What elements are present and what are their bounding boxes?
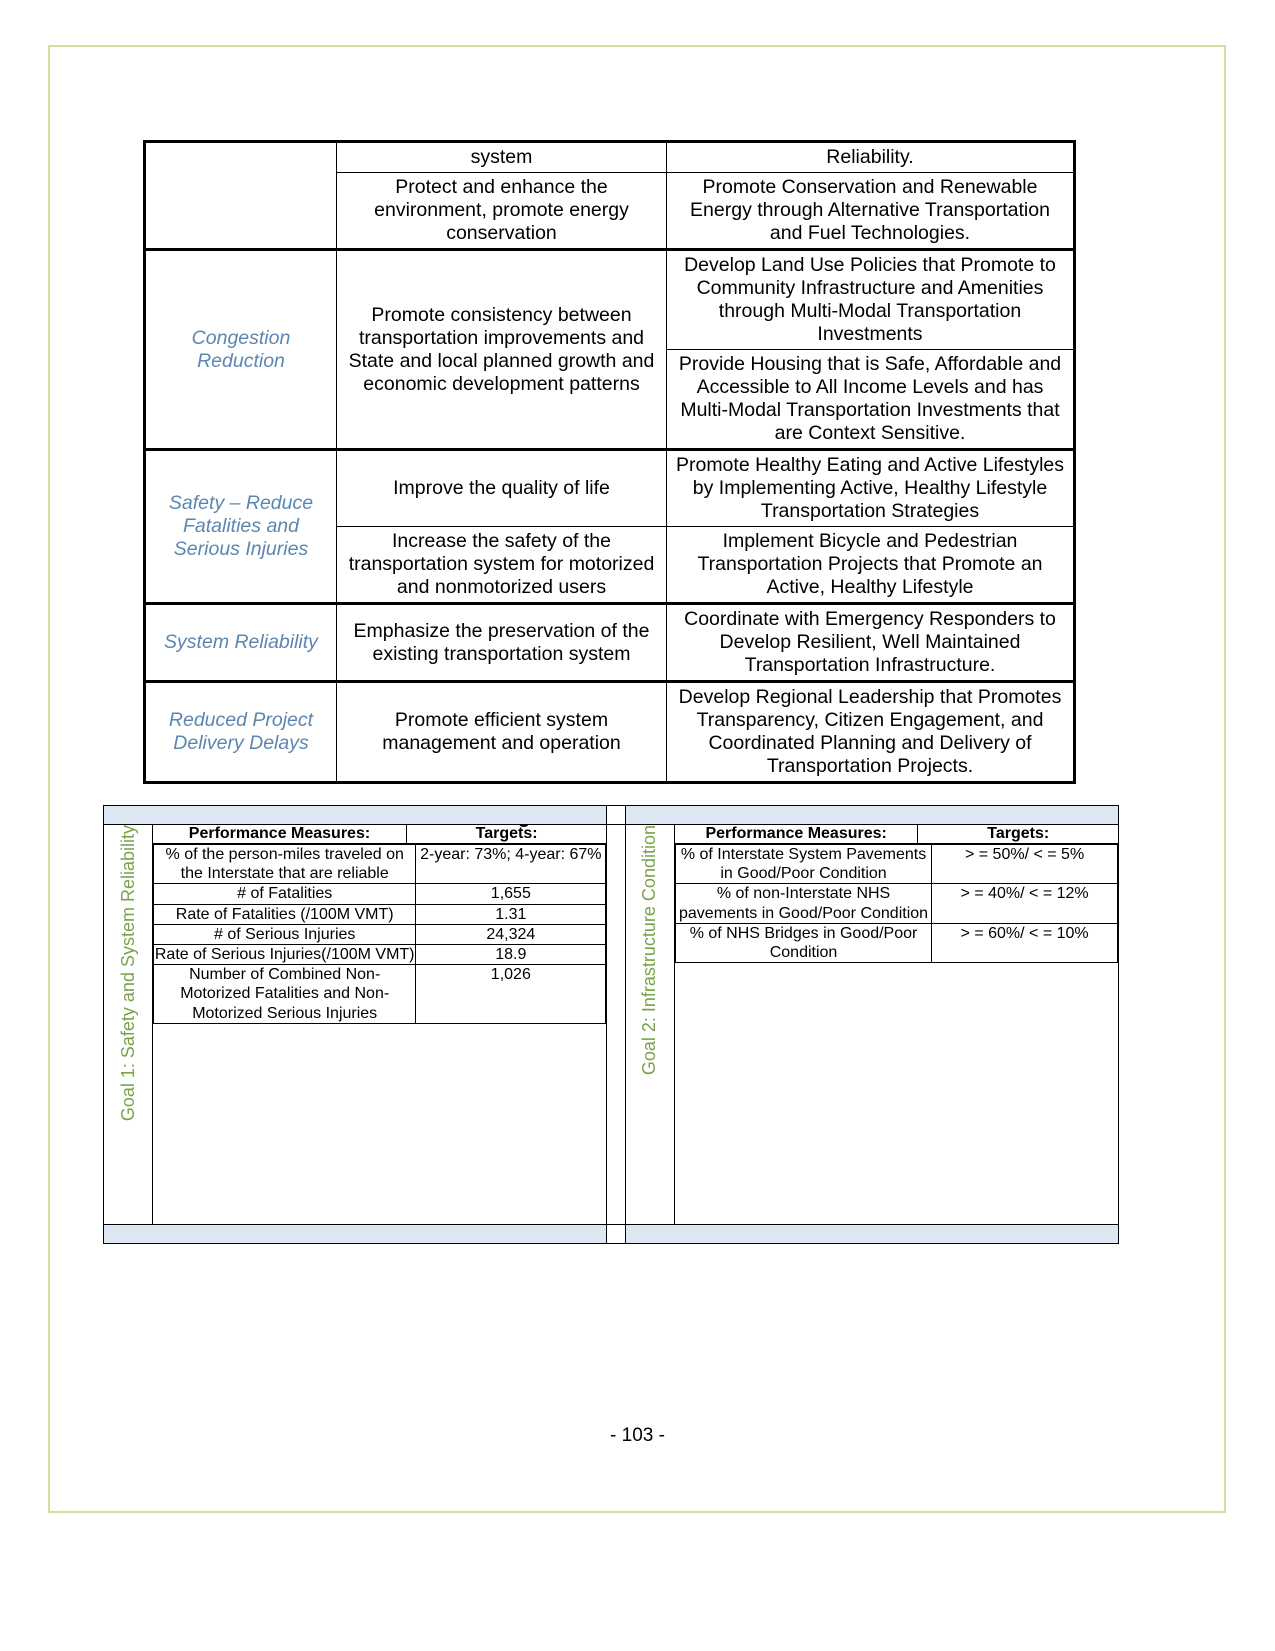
goal1-rotated-label: Goal 1: Safety and System Reliability [104, 825, 153, 1225]
goal1-targets-header: Targets: [406, 825, 607, 844]
goal2-data-cell [674, 844, 1118, 1225]
table-row [145, 682, 1075, 783]
target-cell: 1,655 [416, 884, 606, 904]
table-row [145, 450, 1075, 527]
goal-cell-safety: Safety – Reduce Fatalities and Serious Injuries [145, 450, 337, 604]
table-gap [607, 825, 625, 1225]
target-cell: 1.31 [416, 904, 606, 924]
objective-cell: Improve the quality of life [337, 450, 667, 527]
target-cell: 2-year: 73%; 4-year: 67% [416, 845, 606, 884]
objective-cell: system [337, 142, 667, 173]
strategy-cell: Promote Healthy Eating and Active Lifestyles by Implementing Active, Healthy Lifestyle Transportation Strategies [667, 450, 1075, 527]
measure-cell: % of the person-miles traveled on the Interstate that are reliable [154, 845, 416, 884]
measure-cell: % of Interstate System Pavements in Good/Poor Condition [675, 845, 931, 884]
table-band-top [104, 806, 1119, 825]
table-header-row [104, 825, 1119, 844]
list-item [154, 944, 606, 964]
goal-cell [145, 142, 337, 250]
table-band-bottom [104, 1225, 1119, 1244]
strategy-cell: Reliability. [667, 142, 1075, 173]
table-row [145, 250, 1075, 350]
document-content [143, 140, 1073, 835]
goal-cell-reduced-project-delivery-delays: Reduced Project Delivery Delays [145, 682, 337, 783]
goal1-data-cell [153, 844, 607, 1225]
objective-cell: Promote consistency between transportation improvements and State and local planned growth and economic development patterns [337, 250, 667, 450]
strategy-cell: Develop Land Use Policies that Promote to Community Infrastructure and Amenities through Multi-Modal Transportation Investments [667, 250, 1075, 350]
objective-cell: Increase the safety of the transportation system for motorized and nonmotorized users [337, 527, 667, 604]
list-item [154, 965, 606, 1024]
list-item [154, 845, 606, 884]
goal2-measures-header: Performance Measures: [674, 825, 918, 844]
target-cell: 1,026 [416, 965, 606, 1024]
measure-cell: Number of Combined Non-Motorized Fatalities and Non-Motorized Serious Injuries [154, 965, 416, 1024]
list-item [675, 884, 1117, 923]
target-cell: > = 60%/ < = 10% [932, 923, 1118, 962]
goal1-measures-header: Performance Measures: [153, 825, 407, 844]
list-item [675, 845, 1117, 884]
goal-cell-system-reliability: System Reliability [145, 604, 337, 682]
measure-cell: Rate of Fatalities (/100M VMT) [154, 904, 416, 924]
target-cell: > = 50%/ < = 5% [932, 845, 1118, 884]
performance-measures-table [103, 805, 1119, 1244]
objective-cell: Protect and enhance the environment, promote energy conservation [337, 173, 667, 250]
target-cell: 18.9 [416, 944, 606, 964]
page-number: - 103 - [610, 1425, 665, 1446]
strategy-cell: Promote Conservation and Renewable Energy through Alternative Transportation and Fuel Technologies. [667, 173, 1075, 250]
goals-objectives-strategies-table [143, 140, 1076, 784]
strategy-cell: Coordinate with Emergency Responders to Develop Resilient, Well Maintained Transportation Infrastructure. [667, 604, 1075, 682]
goal2-rotated-label: Goal 2: Infrastructure Condition [625, 825, 674, 1225]
goal-cell-congestion-reduction: Congestion Reduction [145, 250, 337, 450]
measure-cell: Rate of Serious Injuries(/100M VMT) [154, 945, 415, 963]
strategy-cell: Implement Bicycle and Pedestrian Transportation Projects that Promote an Active, Healthy Lifestyle [667, 527, 1075, 604]
table-row [145, 604, 1075, 682]
list-item [154, 924, 606, 944]
objective-cell: Emphasize the preservation of the existing transportation system [337, 604, 667, 682]
list-item [154, 904, 606, 924]
table-row [145, 142, 1075, 173]
measure-cell: # of Serious Injuries [154, 924, 416, 944]
measure-cell: % of NHS Bridges in Good/Poor Condition [675, 923, 931, 962]
objective-cell: Promote efficient system management and operation [337, 682, 667, 783]
measure-cell: % of non-Interstate NHS pavements in Good/Poor Condition [675, 884, 931, 923]
target-cell: 24,324 [416, 924, 606, 944]
strategy-cell: Provide Housing that is Safe, Affordable and Accessible to All Income Levels and has Multi-Modal Transportation Investments that are Context Sensitive. [667, 350, 1075, 450]
measure-cell: # of Fatalities [154, 884, 416, 904]
goal2-targets-header: Targets: [918, 825, 1119, 844]
strategy-cell: Develop Regional Leadership that Promotes Transparency, Citizen Engagement, and Coordinated Planning and Delivery of Transportation Projects. [667, 682, 1075, 783]
list-item [154, 884, 606, 904]
list-item [675, 923, 1117, 962]
target-cell: > = 40%/ < = 12% [932, 884, 1118, 923]
